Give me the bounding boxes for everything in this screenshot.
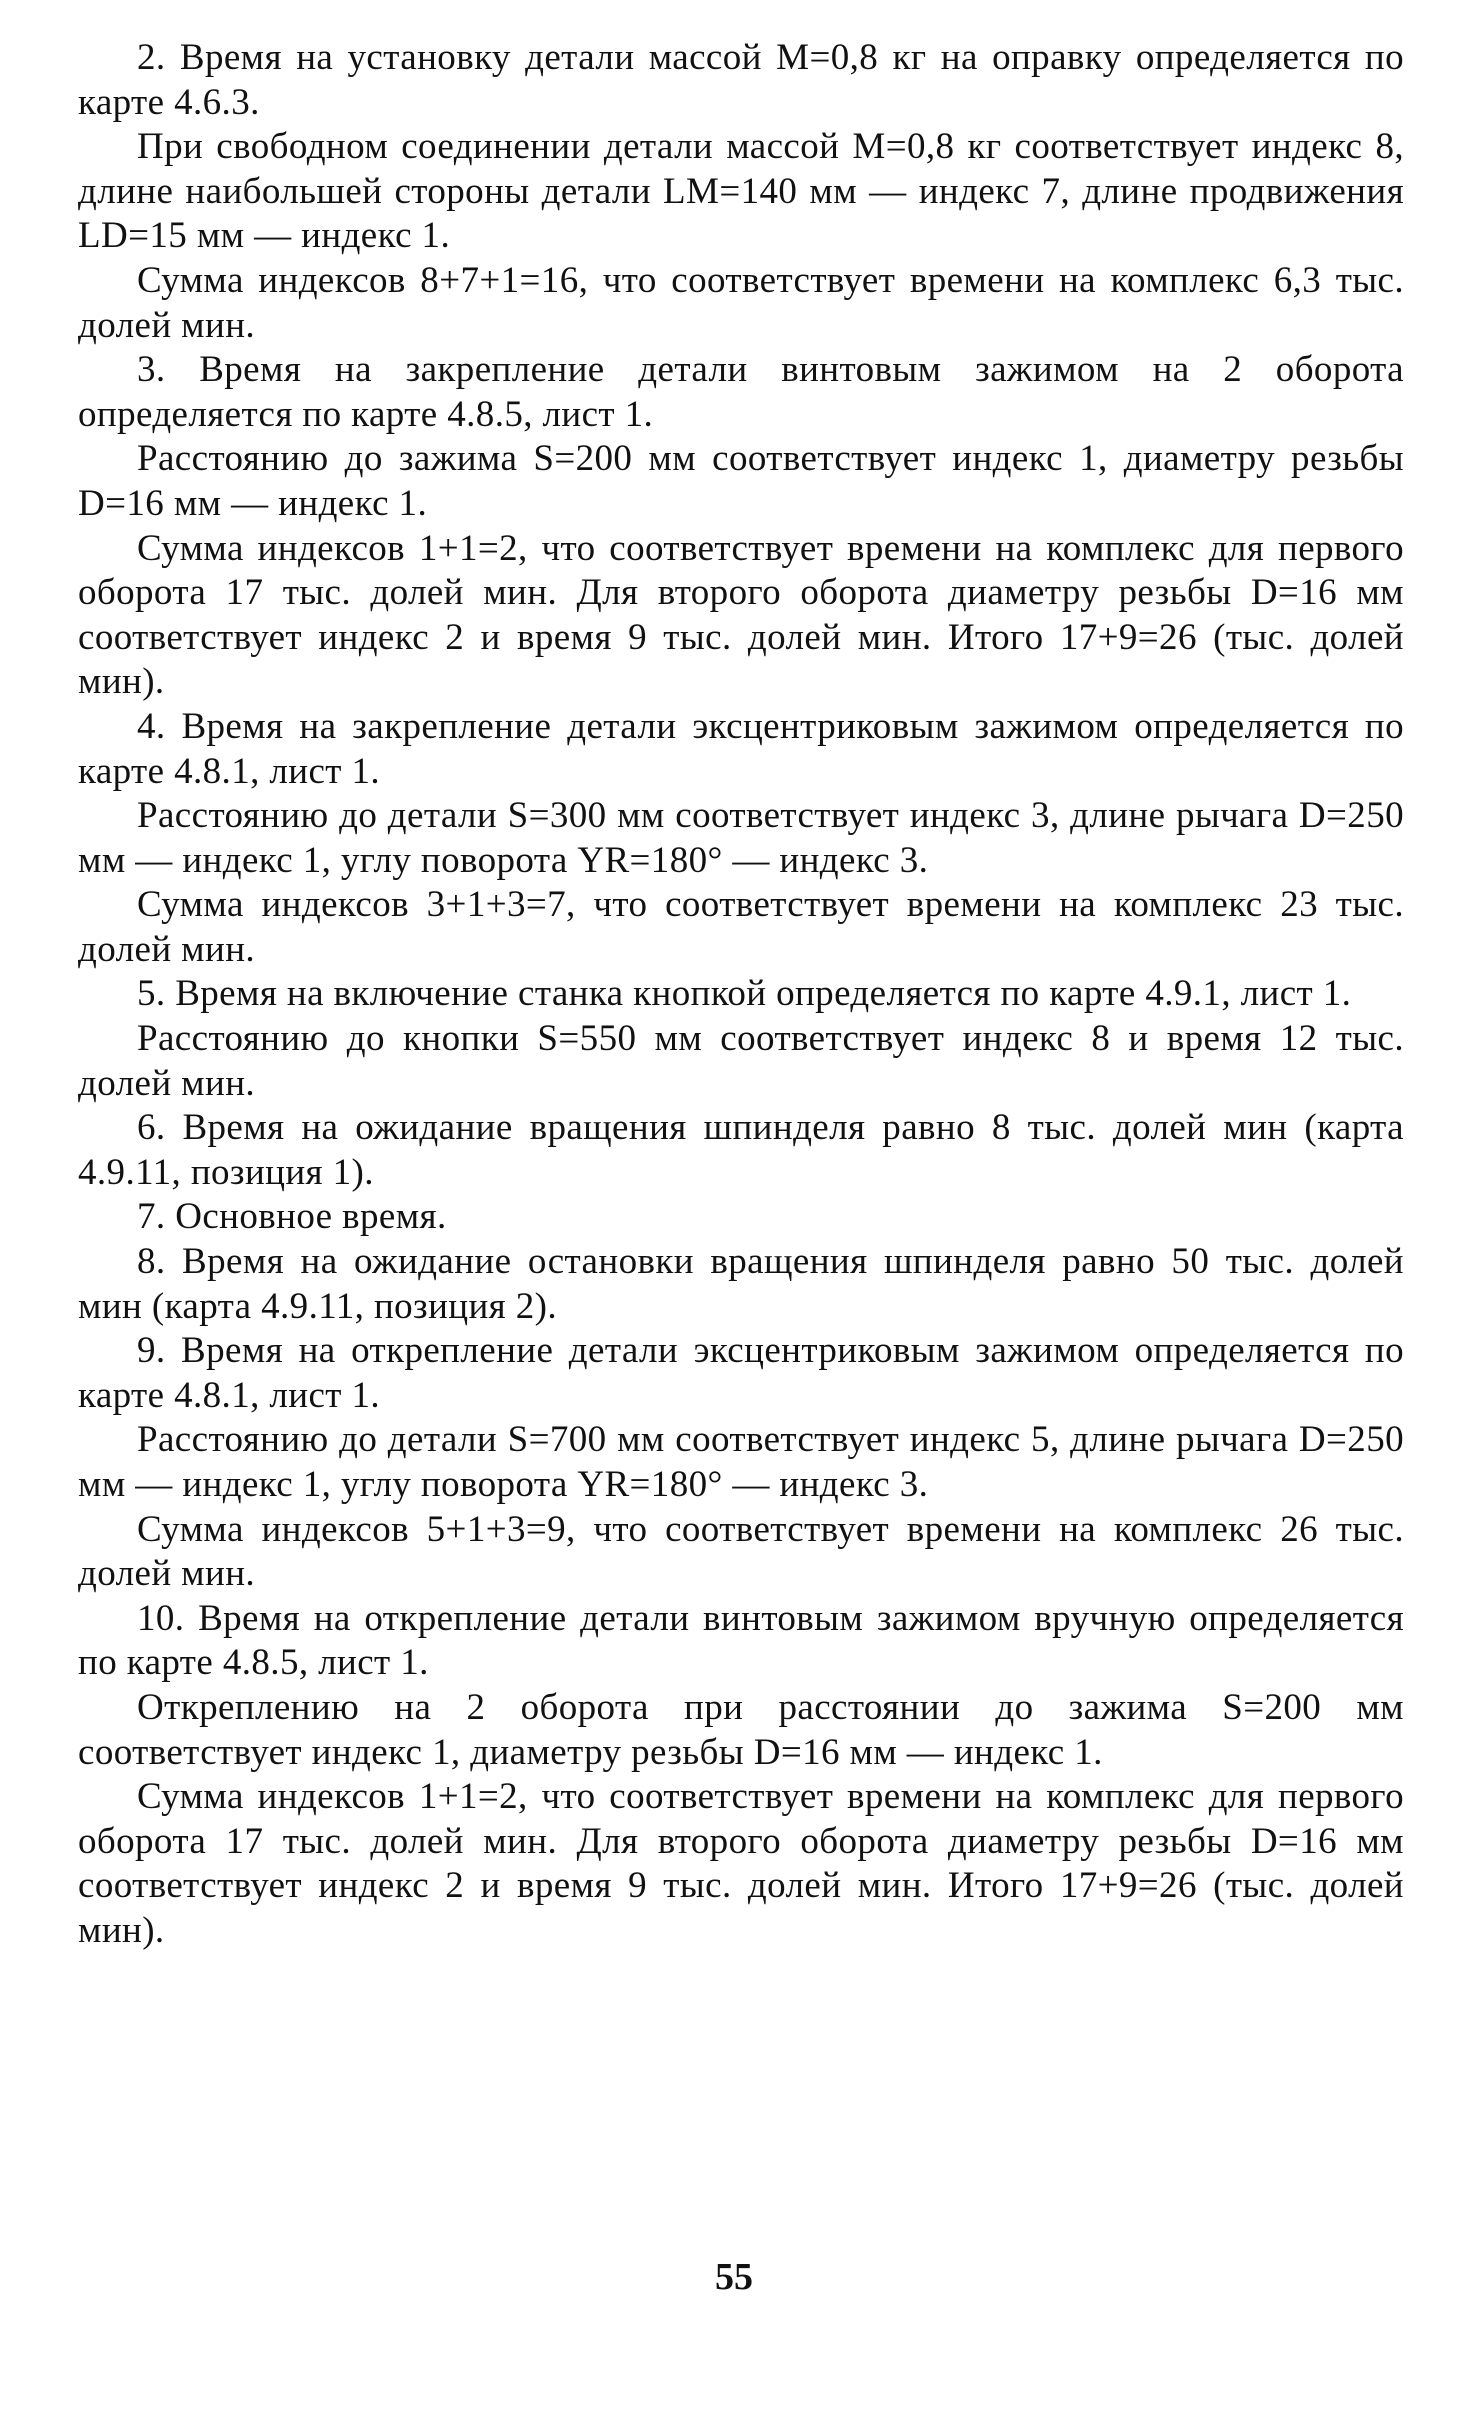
paragraph: 3. Время на закрепление детали винтовым зажимом на 2 оборота определяется по карте 4.8.5, лист 1.	[78, 349, 1404, 435]
paragraph: Расстоянию до детали S=300 мм соответствует индекс 3, длине рычага D=250 мм — индекс 1, углу поворота YR=180° — индекс 3.	[78, 795, 1404, 881]
paragraph: 7. Основное время.	[137, 1196, 447, 1238]
paragraph: 10. Время на открепление детали винтовым зажимом вручную определяется по карте 4.8.5, лист 1.	[78, 1597, 1404, 1684]
page-body	[78, 36, 1404, 1954]
paragraph: Расстоянию до зажима S=200 мм соответствует индекс 1, диаметру резьбы D=16 мм — индекс 1.	[78, 438, 1404, 524]
paragraph: Расстоянию до кнопки S=550 мм соответствует индекс 8 и время 12 тыс. долей мин.	[78, 1018, 1404, 1104]
paragraph: Сумма индексов 3+1+3=7, что соответствует времени на комплекс 23 тыс. долей мин.	[78, 884, 1404, 970]
paragraph: Сумма индексов 1+1=2, что соответствует времени на комплекс для первого оборота 17 тыс. долей мин. Для второго оборота диаметру резьбы D=16 мм соответствует индекс 2 и время 9 тыс. долей мин. Итого 17+9=26 (тыс. долей мин).	[78, 1776, 1404, 1951]
paragraph: При свободном соединении детали массой M=0,8 кг соответствует индекс 8, длине наибольшей стороны детали LM=140 мм — индекс 7, длине продвижения LD=15 мм — индекс 1.	[78, 126, 1404, 257]
paragraph: Сумма индексов 8+7+1=16, что соответствует времени на комплекс 6,3 тыс. долей мин.	[78, 259, 1404, 346]
paragraph: 2. Время на установку детали массой M=0,8 кг на оправку определяется по карте 4.6.3.	[78, 37, 1404, 123]
paragraph: Сумма индексов 1+1=2, что соответствует времени на комплекс для первого оборота 17 тыс. долей мин. Для второго оборота диаметру резьбы D=16 мм соответствует индекс 2 и время 9 тыс. долей мин. Итого 17+9=26 (тыс. долей мин).	[78, 527, 1404, 703]
paragraph: 6. Время на ожидание вращения шпинделя равно 8 тыс. долей мин (карта 4.9.11, позиция 1).	[78, 1107, 1404, 1193]
paragraph: 5. Время на включение станка кнопкой определяется по карте 4.9.1, лист 1.	[137, 973, 1352, 1015]
paragraph: 4. Время на закрепление детали эксцентриковым зажимом определяется по карте 4.8.1, лист 1.	[78, 705, 1404, 792]
paragraph: 8. Время на ожидание остановки вращения шпинделя равно 50 тыс. долей мин (карта 4.9.11, позиция 2).	[78, 1241, 1404, 1327]
paragraph: 9. Время на открепление детали эксцентриковым зажимом определяется по карте 4.8.1, лист 1.	[78, 1330, 1404, 1416]
paragraph: Расстоянию до детали S=700 мм соответствует индекс 5, длине рычага D=250 мм — индекс 1, углу поворота YR=180° — индекс 3.	[78, 1419, 1404, 1505]
paragraph: Откреплению на 2 оборота при расстоянии до зажима S=200 мм соответствует индекс 1, диаметру резьбы D=16 мм — индекс 1.	[78, 1686, 1404, 1773]
paragraph: Сумма индексов 5+1+3=9, что соответствует времени на комплекс 26 тыс. долей мин.	[78, 1508, 1404, 1595]
page-number: 55	[715, 2256, 753, 2298]
